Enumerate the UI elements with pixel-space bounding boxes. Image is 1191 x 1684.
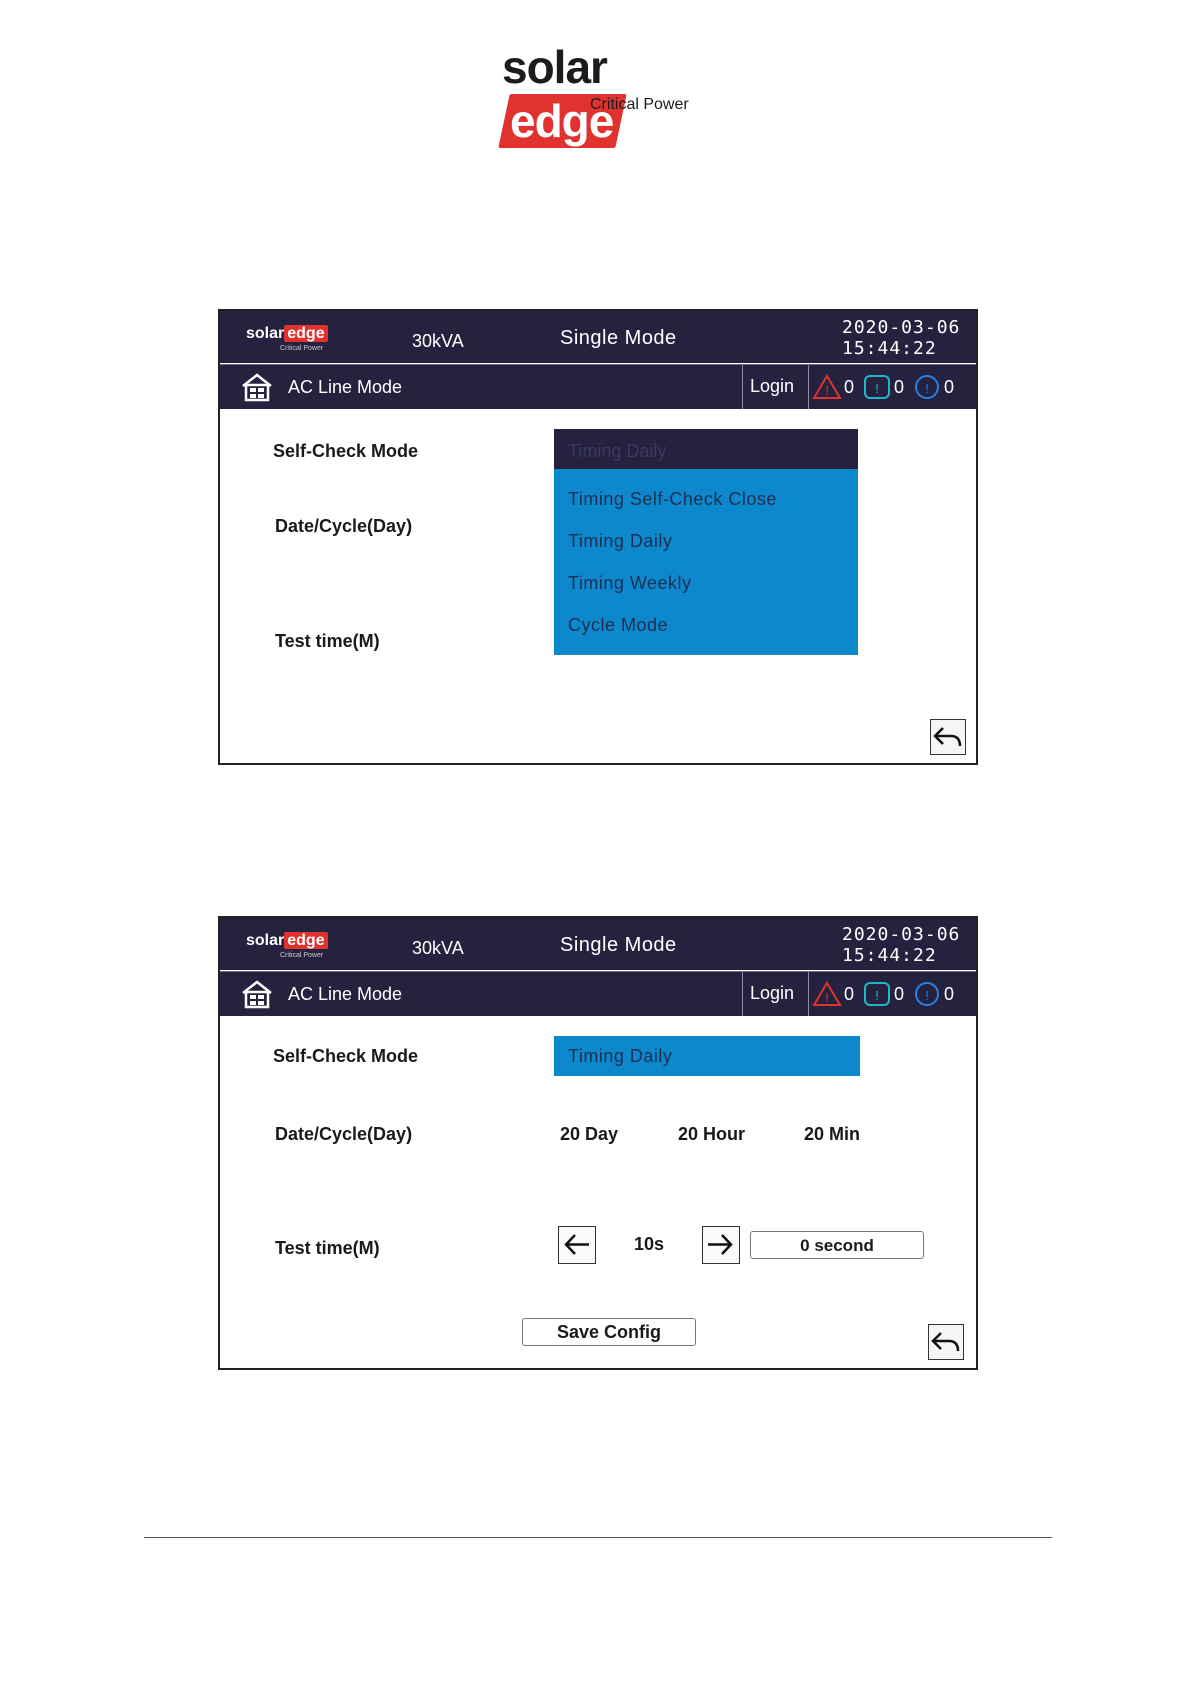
test-time-label: Test time(M) [275, 631, 380, 651]
info-circle-icon [912, 980, 942, 1008]
decrease-button[interactable] [558, 1226, 596, 1264]
capacity-label: 30kVA [412, 938, 464, 958]
svg-text:!: ! [925, 988, 929, 1003]
notice-count: 0 [894, 376, 905, 397]
back-arrow-icon [929, 1325, 962, 1358]
mini-logo-edge: edge [284, 932, 327, 949]
svg-text:!: ! [875, 988, 879, 1003]
mini-logo [246, 325, 328, 352]
warning-triangle-icon [812, 373, 842, 401]
mini-logo-solar: solar [246, 325, 285, 342]
separator [742, 365, 743, 409]
info-count: 0 [944, 983, 955, 1004]
capacity-label: 30kVA [412, 331, 464, 351]
alarm-notice[interactable] [862, 979, 904, 1009]
title-bar [220, 918, 976, 970]
left-arrow-icon [559, 1227, 594, 1262]
date-cycle-label: Date/Cycle(Day) [275, 516, 413, 536]
status-bar [220, 971, 976, 1016]
datetime [842, 317, 960, 359]
test-time-label: Test time(M) [275, 1238, 380, 1258]
self-check-label: Self-Check Mode [273, 441, 419, 461]
logo-wordmark [502, 40, 722, 148]
warning-count: 0 [844, 376, 855, 397]
home-icon[interactable] [240, 979, 274, 1009]
self-check-dropdown-selected[interactable]: Timing Daily [554, 429, 858, 469]
ups-screen-config [218, 916, 978, 1370]
notice-count: 0 [894, 983, 905, 1004]
right-arrow-icon [703, 1227, 738, 1262]
info-count: 0 [944, 376, 955, 397]
self-check-mode-select[interactable]: Timing Daily [554, 1036, 860, 1076]
time-display: 15:44:22 [842, 945, 937, 966]
separator [808, 972, 809, 1016]
cycle-hour-value[interactable]: 20 Hour [678, 1124, 746, 1144]
dropdown-option[interactable]: Timing Weekly [568, 573, 692, 593]
home-icon[interactable] [240, 372, 274, 402]
separator [742, 972, 743, 1016]
dropdown-option[interactable]: Timing Self-Check Close [568, 489, 777, 509]
test-time-input[interactable]: 0 second [750, 1231, 924, 1259]
warning-count: 0 [844, 983, 855, 1004]
notice-square-icon [862, 373, 892, 401]
svg-text:!: ! [875, 381, 879, 396]
back-arrow-icon [931, 720, 964, 753]
status-bar [220, 364, 976, 409]
test-step-value: 10s [634, 1234, 665, 1254]
notice-square-icon [862, 980, 892, 1008]
system-mode: Single Mode [560, 327, 677, 349]
self-check-label: Self-Check Mode [273, 1046, 419, 1066]
logo-solar-text: solar [502, 41, 607, 93]
alarm-notice[interactable] [862, 372, 904, 402]
alarm-info[interactable] [912, 372, 954, 402]
back-button[interactable] [928, 1324, 964, 1360]
date-display: 2020-03-06 [842, 924, 961, 945]
svg-text:!: ! [825, 990, 829, 1005]
mini-logo-subtitle: Critical Power [280, 952, 324, 959]
footer-divider [144, 1537, 1052, 1538]
alarm-warning[interactable] [812, 979, 854, 1009]
mini-logo-solar: solar [246, 932, 285, 949]
dropdown-option[interactable]: Timing Daily [568, 531, 673, 551]
date-cycle-label: Date/Cycle(Day) [275, 1124, 413, 1144]
self-check-dropdown-list [554, 469, 858, 655]
alarm-info[interactable] [912, 979, 954, 1009]
login-button[interactable]: Login [750, 376, 795, 396]
alarm-warning[interactable] [812, 372, 854, 402]
logo-edge-text: edge [510, 95, 614, 147]
time-display: 15:44:22 [842, 338, 937, 359]
save-config-button[interactable]: Save Config [522, 1318, 696, 1346]
line-mode-label: AC Line Mode [288, 377, 403, 397]
system-mode: Single Mode [560, 934, 677, 956]
warning-triangle-icon [812, 980, 842, 1008]
mini-logo-subtitle: Critical Power [280, 345, 324, 352]
mini-logo-edge: edge [284, 325, 327, 342]
solaredge-logo [502, 40, 722, 147]
ups-screen-dropdown [218, 309, 978, 765]
increase-button[interactable] [702, 1226, 740, 1264]
logo-subtitle: Critical Power [590, 96, 689, 113]
cycle-day-value[interactable]: 20 Day [560, 1124, 619, 1144]
title-bar [220, 311, 976, 363]
date-display: 2020-03-06 [842, 317, 961, 338]
datetime [842, 924, 960, 966]
cycle-min-value[interactable]: 20 Min [804, 1124, 861, 1144]
info-circle-icon [912, 373, 942, 401]
back-button[interactable] [930, 719, 966, 755]
svg-text:!: ! [825, 383, 829, 398]
svg-text:!: ! [925, 381, 929, 396]
dropdown-option[interactable]: Cycle Mode [568, 615, 669, 635]
separator [808, 365, 809, 409]
login-button[interactable]: Login [750, 983, 795, 1003]
line-mode-label: AC Line Mode [288, 984, 403, 1004]
mini-logo [246, 932, 328, 959]
